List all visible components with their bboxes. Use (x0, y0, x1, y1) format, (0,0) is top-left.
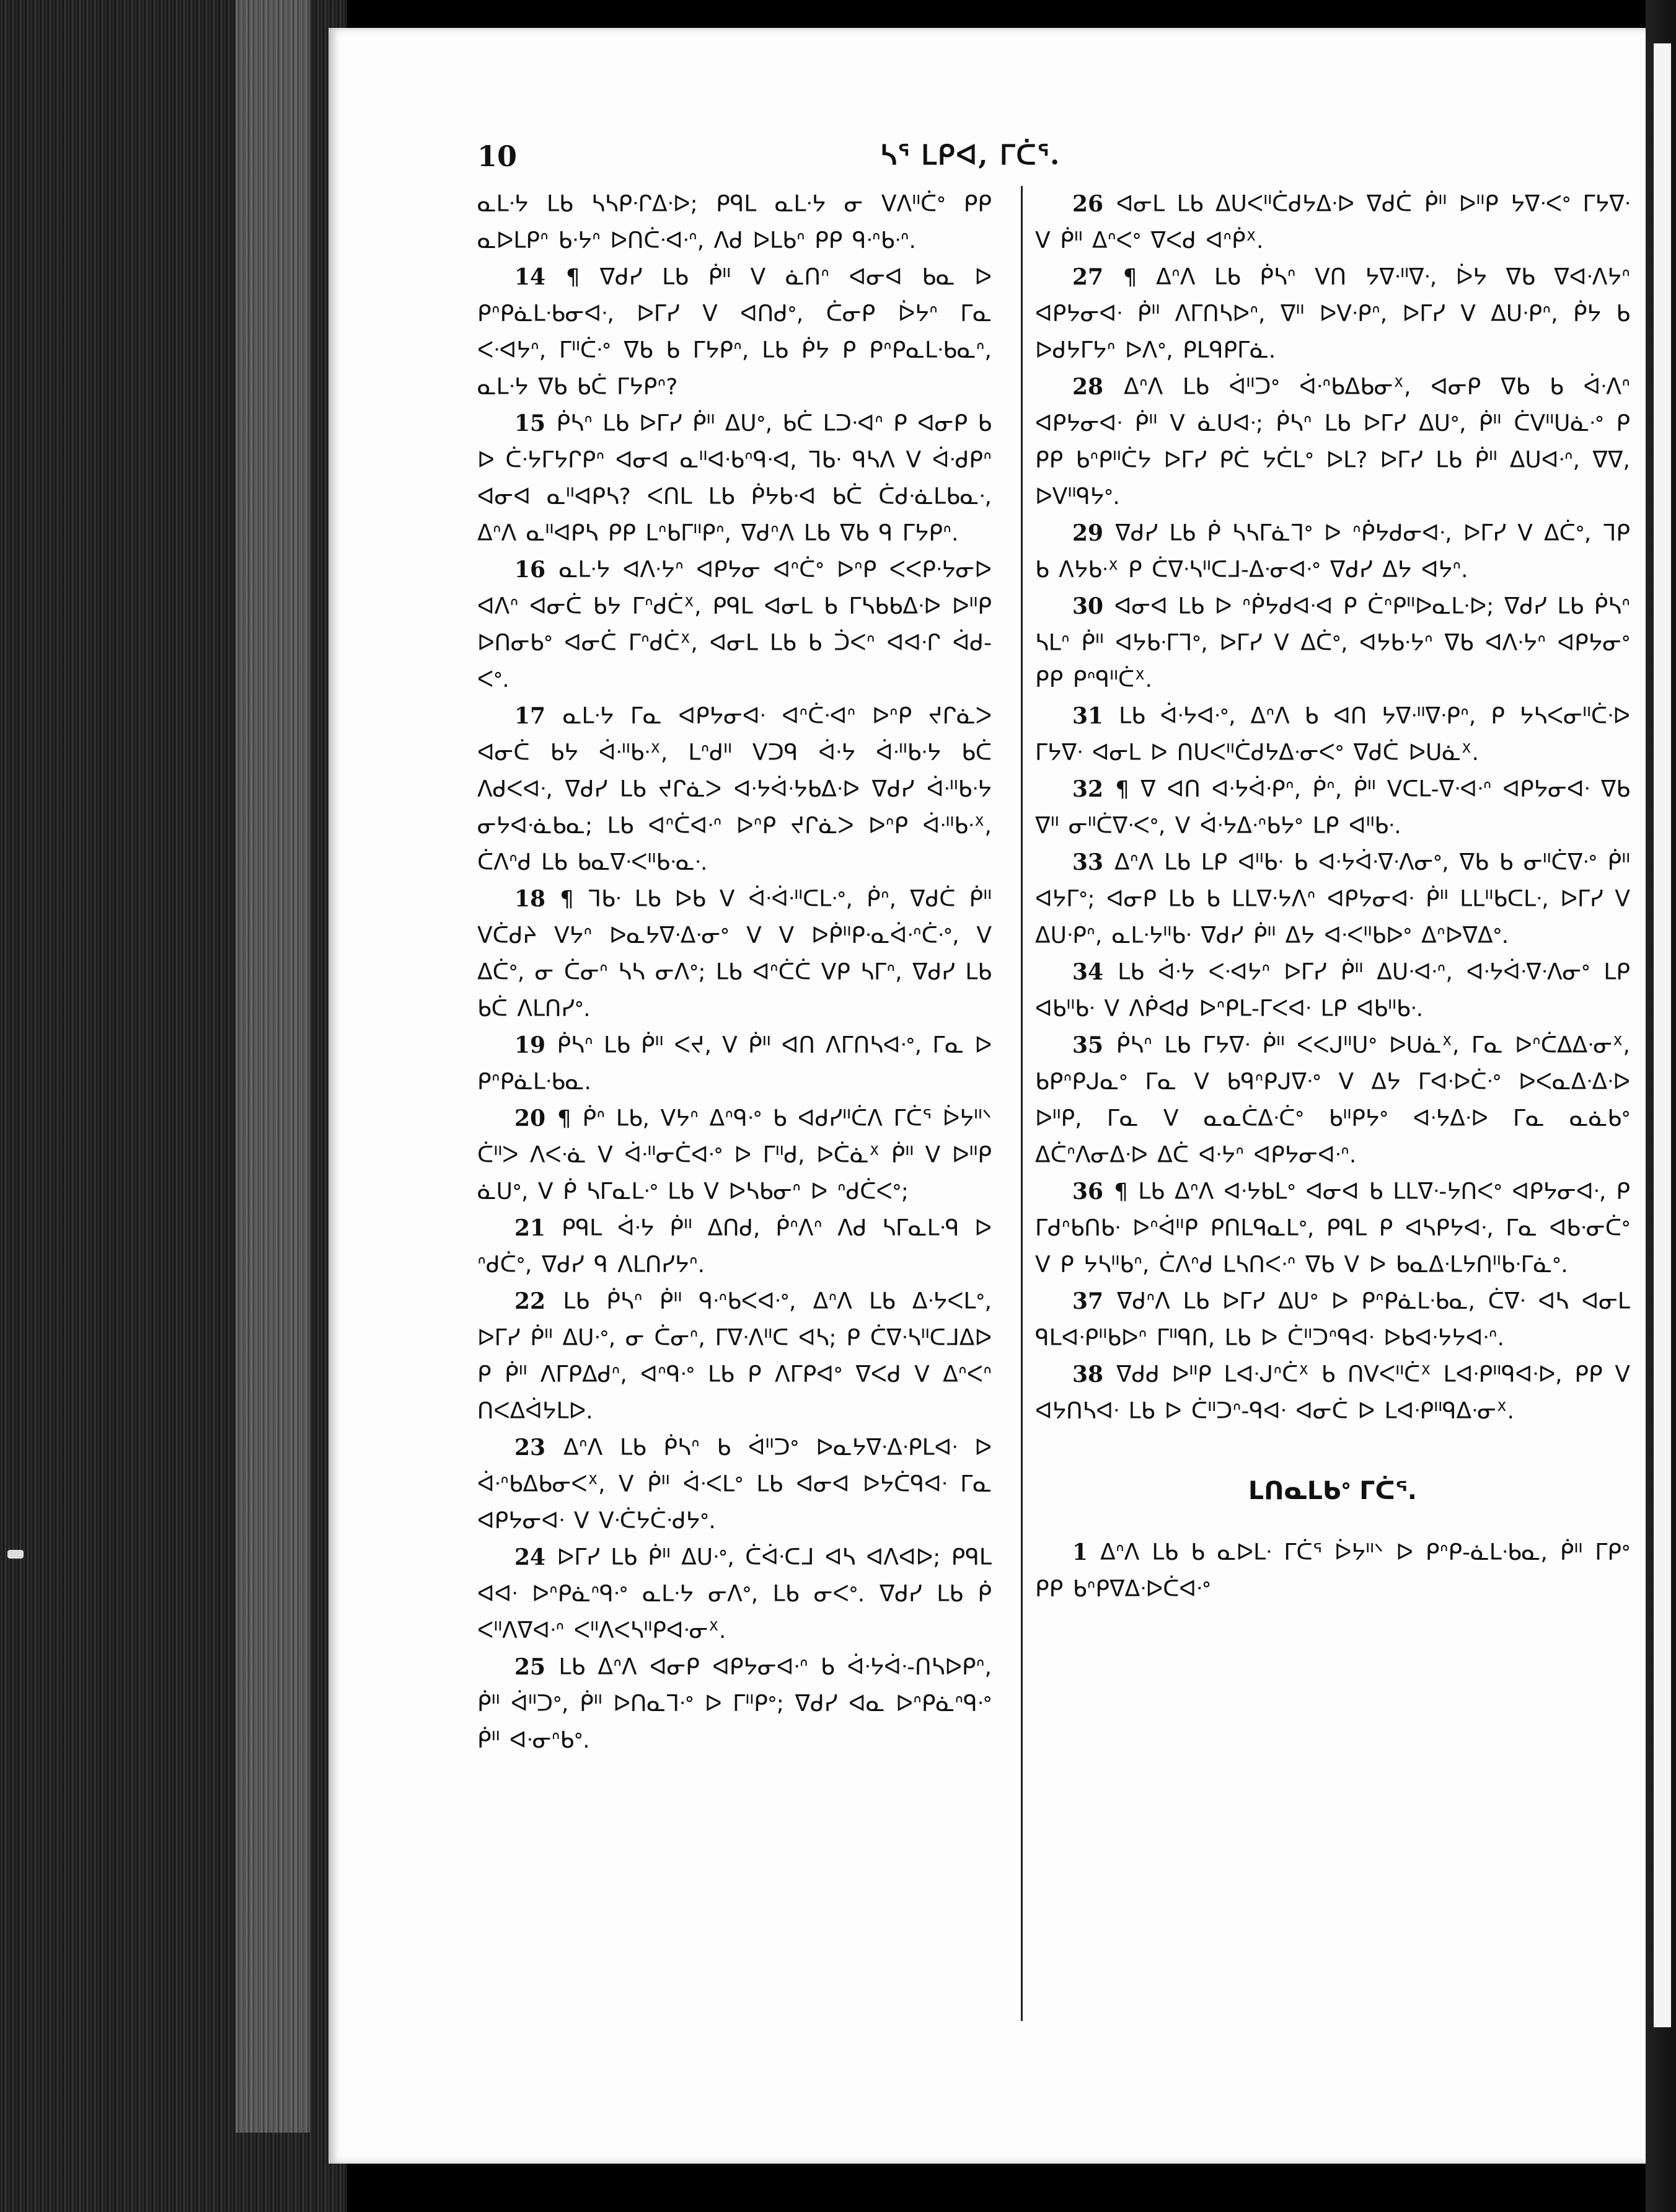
verse (477, 1100, 992, 1210)
verse-number: 31 (1072, 703, 1119, 729)
verse (1035, 1283, 1630, 1356)
verse-number: 14 (514, 264, 566, 290)
verse-text: ᒪᑲ ᑮᓴᐢ ᑮᐦ ᑫᐧᐢᑲᐸᐊᐧᐤ, ᐃᐢᐱ ᒪᑲ ᐃᐧᔭᐸᒪᐤ, ᐅᒥᓯ ᑮᐦ ᐃᑌᐧᐤ, ᓂ ᑖᓂᐢ, ᒥᐁᐧᐱᐦᑕ ᐊᓴ; ᑭ ᑖᐁᐧᓴᐦᑕᒧᐃᐅ ᑭ ᑮᐦ ᐱᒥᑭᐃᑯᐢ, ᐊᐢᑫᐧᐤ ᒪᑲ ᑭ ᐱᒥᑭᐊᐤ ᐁᐸᑯ ᐯ ᐃᐢᐸᐢ ᑎᐸᐃᐋᔭᒪᐅ. (477, 1289, 992, 1424)
verse-number: 32 (1072, 776, 1116, 802)
verse-number: 1 (1072, 1539, 1088, 1565)
verse-number: 15 (514, 410, 557, 436)
verse-number: 27 (1072, 264, 1123, 290)
verse-number: 18 (514, 886, 560, 912)
verse-text: ᐊᓂᒪ ᒪᑲ ᐃᑌᐸᐦᑖᑯᔭᐃᐧᐅ ᐁᑯᑖ ᑮᐦ ᐅᐦᑭ ᔭᐁᐧᐸᐤ ᒥᔭᐁᐧ ᐯ ᑮᐦ ᐃᐢᐸᐤ ᐁᐸᑯ ᐊᐢᑮᕽ. (1035, 192, 1630, 254)
verse-text: ᐁᑯᓯ ᒪᑲ ᑮ ᓴᓴᒥᓈᒣᐤ ᐅ ᐢᑮᔭᑯᓂᐊᐧ, ᐅᒥᓯ ᐯ ᐃᑖᐤ, ᒣᑭ ᑲ ᐱᔭᑲᐧᕽ ᑭ ᑖᐁᐧᓴᐦᑕᒧ-ᐃᐧᓂᐊᐧᐤ ᐁᑯᓯ ᐃᔭ ᐊᔭᐢ. (1035, 521, 1630, 583)
verse-text: ᒪᑲ ᐋᐧᔭᐊᐧᐤ, ᐃᐢᐱ ᑲ ᐊᑎ ᔭᐁᐧᐦᐁᐧᑭᐢ, ᑭ ᔭᓴᐸᓂᐦᑖᐧᐅ ᒥᔭᐁᐧ ᐊᓂᒪ ᐅ ᑎᑌᐸᐦᑖᑯᔭᐃᐧᓂᐸᐤ ᐁᑯᑖ ᐅᑌᓈᕽ. (1035, 704, 1630, 766)
verse (1035, 259, 1630, 369)
verse (1035, 698, 1630, 771)
verse (477, 1027, 992, 1100)
verse-text: ¶ ᐁᑯᓯ ᒪᑲ ᑮᐦ ᐯ ᓈᑎᐢ ᐊᓂᐊ ᑲᓇ ᐅ ᑭᐢᑭᓈᒪᐧᑲᓂᐊᐧ, ᐅᒥᓯ ᐯ ᐊᑎᑯᐤ, ᑖᓂᑭ ᐆᔭᐢ ᒥᓇ ᐸᐧᐊᔭᐢ, ᒥᐦᑖᐧᐤ ᐁᑲ ᑲ ᒥᔭᑭᐢ, ᒪᑲ ᑮᔭ ᑭ ᑭᐢᑭᓇᒪᐧᑲᓇᐢ, ᓇᒪᐧᔭ ᐁᑲ ᑲᑖ ᒥᔭᑭᐢ? (477, 265, 992, 400)
page-edge-highlight (236, 0, 310, 2133)
verse-text: ᐃᐢᐱ ᒪᑲ ᐋᐦᑐᐤ ᐋᐧᐢᑲᐃᑲᓂᕽ, ᐊᓂᑭ ᐁᑲ ᑲ ᐋᐧᐱᐢ ᐊᑭᔭᓂᐊᐧ ᑮᐦ ᐯ ᓈᑌᐊᐧ; ᑮᓴᐢ ᒪᑲ ᐅᒥᓯ ᐃᑌᐤ, ᑮᐦ ᑖᐯᐦᑌᓈᐧᐤ ᑭ ᑭᑭ ᑲᐢᑭᐦᑖᔭ ᐅᒥᓯ ᑭᑖ ᔭᑖᒪᐤ ᐅᒪ? ᐅᒥᓯ ᒪᑲ ᑮᐦ ᐃᑌᐊᐧᐢ, ᐁᐁ, ᐅᐯᐦᑫᔭᐤ. (1035, 374, 1630, 510)
verse-text: ¶ ᐃᐢᐱ ᒪᑲ ᑮᓴᐢ ᐯᑎ ᔭᐁᐧᐦᐁᐧ, ᐆᔭ ᐁᑲ ᐁᐊᐧᐱᔭᐢ ᐊᑭᔭᓂᐊᐧ ᑮᐦ ᐱᒥᑎᓴᐅᐢ, ᐁᐦ ᐅᐯᐧᑭᐢ, ᐅᒥᓯ ᐯ ᐃᑌᐧᑭᐢ, ᑮᔭ ᑲ ᐅᑯᔭᒥᔭᐢ ᐅᐱᐤ, ᑭᒪᑫᑭᒥᓈ. (1035, 265, 1630, 363)
verse (1035, 186, 1630, 259)
verse (1035, 844, 1630, 954)
page-number: 10 (477, 139, 518, 173)
verse-text: ¶ ᑮᐢ ᒪᑲ, ᐯᔭᐢ ᐃᐢᑫᐧᐤ ᑲ ᐊᑯᓯᐦᑖᐱ ᒥᑖᕐ ᐆᔭᐦᐠ ᑖᐦᐳ ᐱᐸᐧᓈ ᐯ ᐋᐧᐦᓂᑖᐊᐧᐤ ᐅ ᒥᐦᑯ, ᐅᑖᓈᕽ ᑮᐦ ᐯ ᐅᐦᑭ ᓈᑌᐤ, ᐯ ᑮ ᓴᒥᓇᒪᐧᐤ ᒪᑲ ᐯ ᐅᓴᑲᓂᐢ ᐅ ᐢᑯᑖᐸᐤ; (477, 1106, 992, 1205)
verse-text: ᑮᓴᐢ ᒪᑲ ᑮᐦ ᐸᔪ, ᐯ ᑮᐦ ᐊᑎ ᐱᒥᑎᓴᐊᐧᐤ, ᒥᓇ ᐅ ᑭᐢᑭᓈᒪᐧᑲᓇ. (477, 1033, 992, 1095)
verse-number: 34 (1072, 959, 1118, 985)
verse-text: ᐃᐢᐱ ᒪᑲ ᒪᑭ ᐊᐦᑲᐧ ᑲ ᐊᐧᔭᐋᐧᐁᐧᐱᓂᐤ, ᐁᑲ ᑲ ᓂᐦᑖᐁᐧᐤ ᑮᐦ ᐊᔭᒥᐤ; ᐊᓂᑭ ᒪᑲ ᑲ ᒪᒪᐁᐧᔭᐱᐢ ᐊᑭᔭᓂᐊᐧ ᑮᐦ ᒪᒪᐦᑲᑕᒪᐧ, ᐅᒥᓯ ᐯ ᐃᑌᐧᑭᐢ, ᓇᒪᐧᔭᐦᑲᐧ ᐁᑯᓯ ᑮᐦ ᐃᔭ ᐊᐧᐸᐦᑲᐅᐤ ᐃᐢᐅᐁᐃᐤ. (1035, 850, 1630, 949)
verse (477, 1210, 992, 1283)
verse-number: 16 (514, 557, 559, 583)
verse (477, 1283, 992, 1430)
column-divider (1021, 186, 1023, 2021)
verse-number: 30 (1072, 593, 1114, 619)
verse-number: 36 (1072, 1179, 1114, 1205)
verse-text: ᒪᑲ ᐋᐧᔭ ᐸᐧᐊᔭᐢ ᐅᒥᓯ ᑮᐦ ᐃᑌᐧᐊᐧᐢ, ᐊᐧᔭᐋᐧᐁᐧᐱᓂᐤ ᒪᑭ ᐊᑲᐦᑲᐧ ᐯ ᐱᑮᐊᑯ ᐅᐢᑭᒪ-ᒥᐸᐊᐧ ᒪᑭ ᐊᑲᐦᑲᐧ. (1035, 960, 1631, 1022)
chapter-title: ᒪᑎᓇᒪᑲᐤ ᒥᑖᕐ. (1248, 1477, 1417, 1505)
verse-text: ¶ ᐁ ᐊᑎ ᐊᐧᔭᐋᐧᑭᐢ, ᑮᐢ, ᑮᐦ ᐯᑕᒪ-ᐁᐧᐊᐧᐢ ᐊᑭᔭᓂᐊᐧ ᐁᑲ ᐁᐦ ᓂᐦᑖᐁᐧᐸᐤ, ᐯ ᐋᐧᔭᐃᐧᐢᑲᔭᐤ ᒪᑭ ᐊᐦᑲᐧ. (1035, 777, 1630, 839)
verse-text: ᓇᒪᐧᔭ ᐊᐱᐧᔭᐢ ᐊᑭᔭᓂ ᐊᐢᑖᐤ ᐅᐢᑭ ᐸᐸᑭᐧᔭᓂᐅ ᐊᐱᐢ ᐊᓂᑖ ᑲᔭ ᒥᐢᑯᑖᕽ, ᑭᑫᒪ ᐊᓂᒪ ᑲ ᒥᓴᑲᑲᐃᐧᐅ ᐅᐦᑭ ᐅᑎᓂᑲᐤ ᐊᓂᑖ ᒥᐢᑯᑖᕽ, ᐊᓂᒪ ᒪᑲ ᑲ ᑑᐸᐢ ᐊᐊᐧᒋ ᐋᑯ-ᐸᐤ. (477, 557, 992, 692)
verse-text: ¶ ᒣᑲᐧ ᒪᑲ ᐅᑲ ᐯ ᐋᐧᐋᐧᐦᑕᒪᐧᐤ, ᑮᐢ, ᐁᑯᑖ ᑮᐦ ᐯᑖᑯᔨ ᐯᔭᐢ ᐅᓇᔭᐁᐧᐃᐧᓂᐤ ᐯ ᐯ ᐅᑮᐦᑭᐧᓇᐋᐧᐢᑖᐧᐤ, ᐯ ᐃᑖᐤ, ᓂ ᑖᓂᐢ ᓴᓴ ᓂᐱᐤ; ᒪᑲ ᐊᐢᑖᑖ ᐯᑭ ᓴᒥᐢ, ᐁᑯᓯ ᒪᑲ ᑲᑖ ᐱᒪᑎᓯᐤ. (477, 887, 992, 1022)
verse (1035, 771, 1630, 844)
verse-number: 24 (514, 1544, 557, 1570)
verse-number: 22 (514, 1288, 563, 1314)
verse-number: 21 (514, 1215, 562, 1241)
verse-number: 26 (1072, 191, 1116, 217)
right-text-column (1035, 186, 1630, 1608)
verse-text: ᐃᐢᐱ ᒪᑲ ᑲ ᓇᐅᒪᐧ ᒥᑖᕐ ᐆᔭᐦᐠ ᐅ ᑭᐢᑭ-ᓈᒪᐧᑲᓇ, ᑮᐦ ᒥᑭᐤ ᑭᑭ ᑲᐢᑭᐁᐃᐧᐅᑖᐊᐧᐤ (1035, 1540, 1630, 1602)
verse (477, 186, 992, 259)
verse (1035, 588, 1630, 698)
page-edge-spot (7, 1550, 24, 1559)
verse (1035, 369, 1630, 515)
verse-number: 38 (1072, 1361, 1116, 1387)
verse-number: 25 (514, 1654, 559, 1680)
verse (1035, 1534, 1630, 1608)
verse (1035, 515, 1630, 588)
verse (477, 1430, 992, 1539)
page-header (477, 139, 1382, 183)
verse-number: 17 (514, 703, 563, 729)
verse-text: ¶ ᒪᑲ ᐃᐢᐱ ᐊᐧᔭᑲᒪᐤ ᐊᓂᐊ ᑲ ᒪᒪᐁᐧ-ᔭᑎᐸᐤ ᐊᑭᔭᓂᐊᐧ, ᑭ ᒥᑯᐢᑲᑎᑲᐧ ᐅᐢᐋᐦᑭ ᑭᑎᒪᑫᓇᒪᐤ, ᑭᑫᒪ ᑭ ᐊᓴᑭᔭᐊᐧ, ᒥᓇ ᐊᑲᐧᓂᑖᐤ ᐯ ᑭ ᔭᓴᐦᑲᐢ, ᑖᐱᐢᑯ ᒪᓴᑎᐸᐧᐢ ᐁᑲ ᐯ ᐅ ᑲᓇᐃᐧᒪᔭᑎᐦᑲᐧᒥᓈᐤ. (1035, 1179, 1630, 1278)
verse (1035, 1356, 1630, 1430)
verse-number: 29 (1072, 520, 1116, 546)
verse-text: ᐃᐢᐱ ᒪᑲ ᑮᓴᐢ ᑲ ᐋᐦᑐᐤ ᐅᓇᔭᐁᐧᐃᐧᑭᒪᐊᐧ ᐅ ᐋᐧᐢᑲᐃᑲᓂᐸᕽ, ᐯ ᑮᐦ ᐋᐧᐸᒪᐤ ᒪᑲ ᐊᓂᐊ ᐅᔭᑖᑫᐊᐧ ᒥᓇ ᐊᑭᔭᓂᐊᐧ ᐯ ᐯᐧᑖᔭᑖᐧᑯᔭᐤ. (477, 1435, 992, 1534)
verse (477, 1539, 992, 1649)
verse-number: 19 (514, 1032, 557, 1058)
verse-text: ᓇᒪᐧᔭ ᒥᓇ ᐊᑭᔭᓂᐊᐧ ᐊᐢᑖᐧᐊᐢ ᐅᐢᑭ ᔪᒋᓈᐳ ᐊᓂᑖ ᑲᔭ ᐋᐧᐦᑲᐧᕽ, ᒪᐢᑯᐦ ᐯᑐᑫ ᐋᐧᔭ ᐋᐧᐦᑲᐧᔭ ᑲᑖ ᐱᑯᐸᐊᐧ, ᐁᑯᓯ ᒪᑲ ᔪᒋᓈᐳ ᐊᐧᔭᐋᐧᔭᑲᐃᐧᐅ ᐁᑯᓯ ᐋᐧᐦᑲᐧᔭ ᓂᔭᐊᐧᓈᑲᓇ; ᒪᑲ ᐊᐢᑖᐊᐧᐢ ᐅᐢᑭ ᔪᒋᓈᐳ ᐅᐢᑭ ᐋᐧᐦᑲᐧᕽ, ᑖᐱᐢᑯ ᒪᑲ ᑲᓇᐁᐧᐸᐦᑲᐧᓇᐧ. (477, 704, 992, 875)
verse-text: ᐊᓂᐊ ᒪᑲ ᐅ ᐢᑮᔭᑯᐊᐧᐊ ᑭ ᑖᐢᑭᐦᐅᓇᒪᐧᐅ; ᐁᑯᓯ ᒪᑲ ᑮᓴᐢ ᓴᒪᐢ ᑮᐦ ᐊᔭᑲᐧᒥᒣᐤ, ᐅᒥᓯ ᐯ ᐃᑖᐤ, ᐊᔭᑲᐧᔭᐢ ᐁᑲ ᐊᐱᐧᔭᐢ ᐊᑭᔭᓂᐤ ᑭᑭ ᑭᐢᑫᐦᑖᕽ. (1035, 594, 1630, 692)
verse (477, 552, 992, 698)
verse (1035, 1174, 1630, 1283)
verse-text: ᑮᓴᐢ ᒪᑲ ᐅᒥᓯ ᑮᐦ ᐃᑌᐤ, ᑲᑖ ᒪᑐᐧᐊᐢ ᑭ ᐊᓂᑭ ᑲ ᐅ ᑖᐧᔭᒥᔭᒋᑭᐢ ᐊᓂᐊ ᓇᐦᐊᐧᑲᐢᑫᐧᐊ, ᒣᑲᐧ ᑫᓴᐱ ᐯ ᐋᐧᑯᑭᐢ ᐊᓂᐊ ᓇᐦᐊᑭᓴ? ᐸᑎᒪ ᒪᑲ ᑮᔭᑲᐧᐊ ᑲᑖ ᑖᑯᐧᓈᒪᑲᓇᐧ, ᐃᐢᐱ ᓇᐦᐊᑭᓴ ᑭᑭ ᒪᐢᑲᒥᐦᑭᐢ, ᐁᑯᐢᐱ ᒪᑲ ᐁᑲ ᑫ ᒥᔭᑭᐢ. (477, 411, 992, 546)
verse-number: 20 (514, 1105, 557, 1131)
verse-number: 28 (1072, 374, 1124, 400)
verse-number: 33 (1072, 849, 1115, 875)
verse (477, 259, 992, 405)
verse-number: 37 (1072, 1288, 1117, 1314)
verse (477, 405, 992, 552)
verse-text: ᐁᑯᑯ ᐅᐦᑭ ᒪᐊᐧᒍᐢᑖᕽ ᑲ ᑎᐯᐸᐦᑖᕽ ᒪᐊᐧᑭᐦᑫᐊᐧᐅ, ᑭᑭ ᐯ ᐊᔭᑎᓴᐊᐧ ᒪᑲ ᐅ ᑖᐦᑐᐢ-ᑫᐊᐧ ᐊᓂᑖ ᐅ ᒪᐊᐧᑭᐦᑫᐃᐧᓂᕽ. (1035, 1362, 1630, 1424)
verse (1035, 1027, 1630, 1174)
left-text-column (477, 186, 992, 1759)
verse (477, 698, 992, 881)
verse-text: ᒪᑲ ᐃᐢᐱ ᐊᓂᑭ ᐊᑭᔭᓂᐊᐧᐢ ᑲ ᐋᐧᔭᐋᐧ-ᑎᓴᐅᑭᐢ, ᑮᐦ ᐋᐦᑐᐤ, ᑮᐦ ᐅᑎᓇᒣᐧᐤ ᐅ ᒥᐦᑭᐤ; ᐁᑯᓯ ᐊᓇ ᐅᐢᑭᓈᐢᑫᐧᐤ ᑮᐦ ᐊᐧᓂᐢᑲᐤ. (477, 1655, 992, 1753)
verse (477, 1649, 992, 1759)
running-title: ᓴᕐ ᒪᑭᐊ, ᒥᑖᕐ. (880, 139, 1061, 171)
right-page-edge-light (1654, 43, 1671, 2027)
verse-number: 35 (1072, 1032, 1116, 1058)
verse (1035, 954, 1630, 1027)
verse-text: ᓇᒪᐧᔭ ᒪᑲ ᓴᓴᑭᐧᒋᐃᐧᐅ; ᑭᑫᒪ ᓇᒪᐧᔭ ᓂ ᐯᐱᐦᑖᐤ ᑭᑭ ᓇᐅᒪᑭᐢ ᑲᐧᔭᐢ ᐅᑎᑖᐧᐊᐧᐢ, ᐱᑯ ᐅᒪᑲᐢ ᑭᑭ ᑫᐧᐢᑲᐧᐢ. (477, 192, 992, 254)
verse (477, 881, 992, 1027)
verse-text: ᐅᒥᓯ ᒪᑲ ᑮᐦ ᐃᑌᐧᐤ, ᑖᐋᐧᑕᒧ ᐊᓴ ᐊᐱᐊᐅ; ᑭᑫᒪ ᐊᐊᐧ ᐅᐢᑭᓈᐢᑫᐧᐤ ᓇᒪᐧᔭ ᓂᐱᐤ, ᒪᑲ ᓂᐸᐤ. ᐁᑯᓯ ᒪᑲ ᑮ ᐸᐦᐱᐁᐊᐧᐢ ᐸᐦᐱᐸᓴᐦᑭᐊᐧᓂᕽ. (477, 1545, 992, 1644)
verse-text: ᑭᑫᒪ ᐋᐧᔭ ᑮᐦ ᐃᑎᑯ, ᑮᐢᐱᐢ ᐱᑯ ᓴᒥᓇᒪᐧᑫ ᐅ ᐢᑯᑖᐤ, ᐁᑯᓯ ᑫ ᐱᒪᑎᓯᔭᐢ. (477, 1216, 992, 1278)
verse-text: ᐁᑯᐢᐱ ᒪᑲ ᐅᒥᓯ ᐃᑌᐤ ᐅ ᑭᐢᑭᓈᒪᐧᑲᓇ, ᑖᐁᐧ ᐊᓴ ᐊᓂᒪ ᑫᒪᐊᐧᑭᐦᑲᐅᐢ ᒥᐦᑫᑎ, ᒪᑲ ᐅ ᑖᐦᑐᐢᑫᐊᐧ ᐅᑲᐊᐧᔭᔭᐊᐧᐢ. (1035, 1289, 1630, 1351)
verse-number: 23 (514, 1435, 563, 1461)
verse-text: ᑮᓴᐢ ᒪᑲ ᒥᔭᐁᐧ ᑮᐦ ᐸᐸᒍᐦᑌᐤ ᐅᑌᓈᕽ, ᒥᓇ ᐅᐢᑖᐃᐃᐧᓂᕽ, ᑲᑭᐢᑭᒍᓇᐤ ᒥᓇ ᐯ ᑲᑫᐢᑭᒍᐁᐧᐤ ᐯ ᐃᔭ ᒥᐊᐧᐅᑖᐧᐤ ᐅᐸᓇᐃᐧᐃᐧᐅ ᐅᐦᑭ, ᒥᓇ ᐯ ᓇᓇᑖᐃᐧᑖᐤ ᑲᐦᑭᔭᐤ ᐊᐧᔭᐃᐧᐅ ᒥᓇ ᓇᓈᑲᐤ ᐃᑖᐢᐱᓂᐃᐧᐅ ᐃᑖ ᐊᐧᔭᐢ ᐊᑭᔭᓂᐊᐧᐢ. (1035, 1033, 1630, 1168)
right-verses (1035, 186, 1630, 1430)
